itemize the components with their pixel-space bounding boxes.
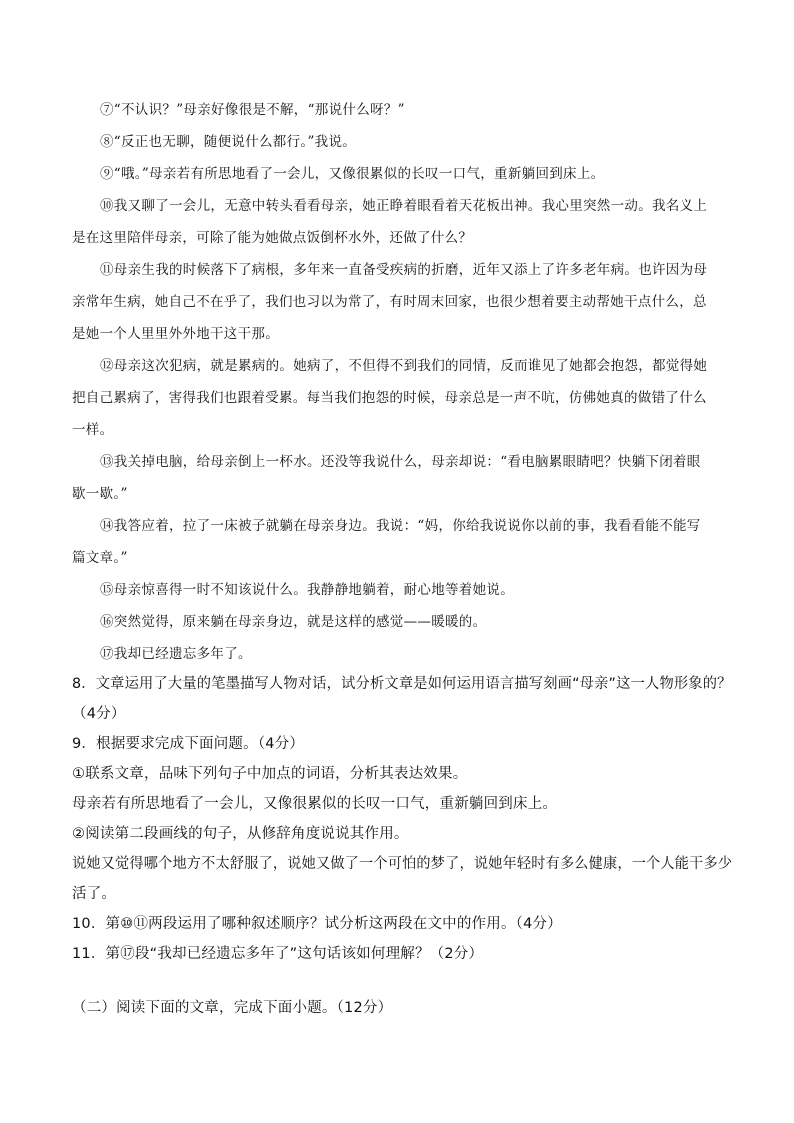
passage-paragraph-12-line-3: 一样。 (72, 422, 114, 438)
passage-paragraph-12-line-2: 把自己累病了，害得我们也跟着受累。每当我们抱怨的时候，母亲总是一声不吭，仿佛她真的做错了什么 (72, 390, 707, 406)
passage-paragraph-10-line-2: 是在这里陪伴母亲，可除了能为她做点饭倒杯水外，还做了什么？ (72, 230, 473, 246)
question-9-sentence-2-line-2: 活了。 (72, 886, 117, 902)
question-9: 9．根据要求完成下面问题。（4分） (72, 736, 305, 752)
passage-paragraph-11-line-1: ⑪母亲生我的时候落下了病根，多年来一直备受疾病的折磨，近年又添上了许多老年病。也许因为母 (100, 262, 708, 278)
question-10: 10．第⑩⑪两段运用了哪种叙述顺序？试分析这两段在文中的作用。（4分） (72, 916, 562, 932)
passage-paragraph-10-line-1: ⑩我又聊了一会儿，无意中转头看看母亲，她正睁着眼看着天花板出神。我心里突然一动。我名义上 (100, 198, 708, 214)
passage-paragraph-12-line-1: ⑫母亲这次犯病，就是累病的。她病了，不但得不到我们的同情，反而谁见了她都会抱怨，都觉得她 (100, 358, 708, 374)
passage-paragraph-11-line-3: 是她一个人里里外外地干这干那。 (72, 326, 279, 342)
passage-paragraph-7: ⑦“不认识？”母亲好像很是不解，“那说什么呀？” (100, 102, 405, 118)
question-9-part-1: ①联系文章，品味下列句子中加点的词语，分析其表达效果。 (72, 766, 468, 782)
passage-paragraph-8: ⑧“反正也无聊，随便说什么都行。”我说。 (100, 134, 357, 150)
question-11: 11．第⑰段“我却已经遗忘多年了”这句话该如何理解？（2分） (72, 946, 484, 962)
passage-paragraph-13-line-1: ⑬我关掉电脑，给母亲倒上一杯水。还没等我说什么，母亲却说：“看电脑累眼睛吧？快躺下闭着眼 (100, 454, 701, 470)
passage-paragraph-13-line-2: 歇一歇。” (72, 486, 128, 502)
question-9-sentence-2-line-1: 说她又觉得哪个地方不太舒服了，说她又做了一个可怕的梦了，说她年轻时有多么健康，一个人能干多少 (72, 856, 733, 872)
question-8-line-2: （4分） (72, 706, 126, 722)
question-9-sentence-1: 母亲若有所思地看了一会儿，又像很累似的长叹一口气，重新躺回到床上。 (72, 796, 558, 812)
question-8-line-1: 8．文章运用了大量的笔墨描写人物对话，试分析文章是如何运用语言描写刻画“母亲”这一人物形象的？ (72, 676, 732, 692)
passage-paragraph-14-line-2: 篇文章。” (72, 550, 128, 566)
passage-paragraph-15: ⑮母亲惊喜得一时不知该说什么。我静静地躺着，耐心地等着她说。 (100, 582, 514, 598)
question-9-part-2: ②阅读第二段画线的句子，从修辞角度说说其作用。 (72, 826, 409, 842)
passage-paragraph-11-line-2: 亲常年生病，她自己不在乎了，我们也习以为常了，有时周末回家，也很少想着要主动帮她干点什么，总 (72, 294, 707, 310)
passage-paragraph-17: ⑰我却已经遗忘多年了。 (100, 646, 252, 662)
passage-paragraph-16: ⑯突然觉得，原来躺在母亲身边，就是这样的感觉——暖暖的。 (100, 614, 487, 630)
passage-paragraph-14-line-1: ⑭我答应着，拉了一床被子就躺在母亲身边。我说：“妈，你给我说说你以前的事，我看看能不能写 (100, 518, 701, 534)
passage-paragraph-9: ⑨“哦。”母亲若有所思地看了一会儿，又像很累似的长叹一口气，重新躺回到床上。 (100, 166, 605, 182)
section-two-heading: （二）阅读下面的文章，完成下面小题。（12分） (72, 1000, 393, 1016)
